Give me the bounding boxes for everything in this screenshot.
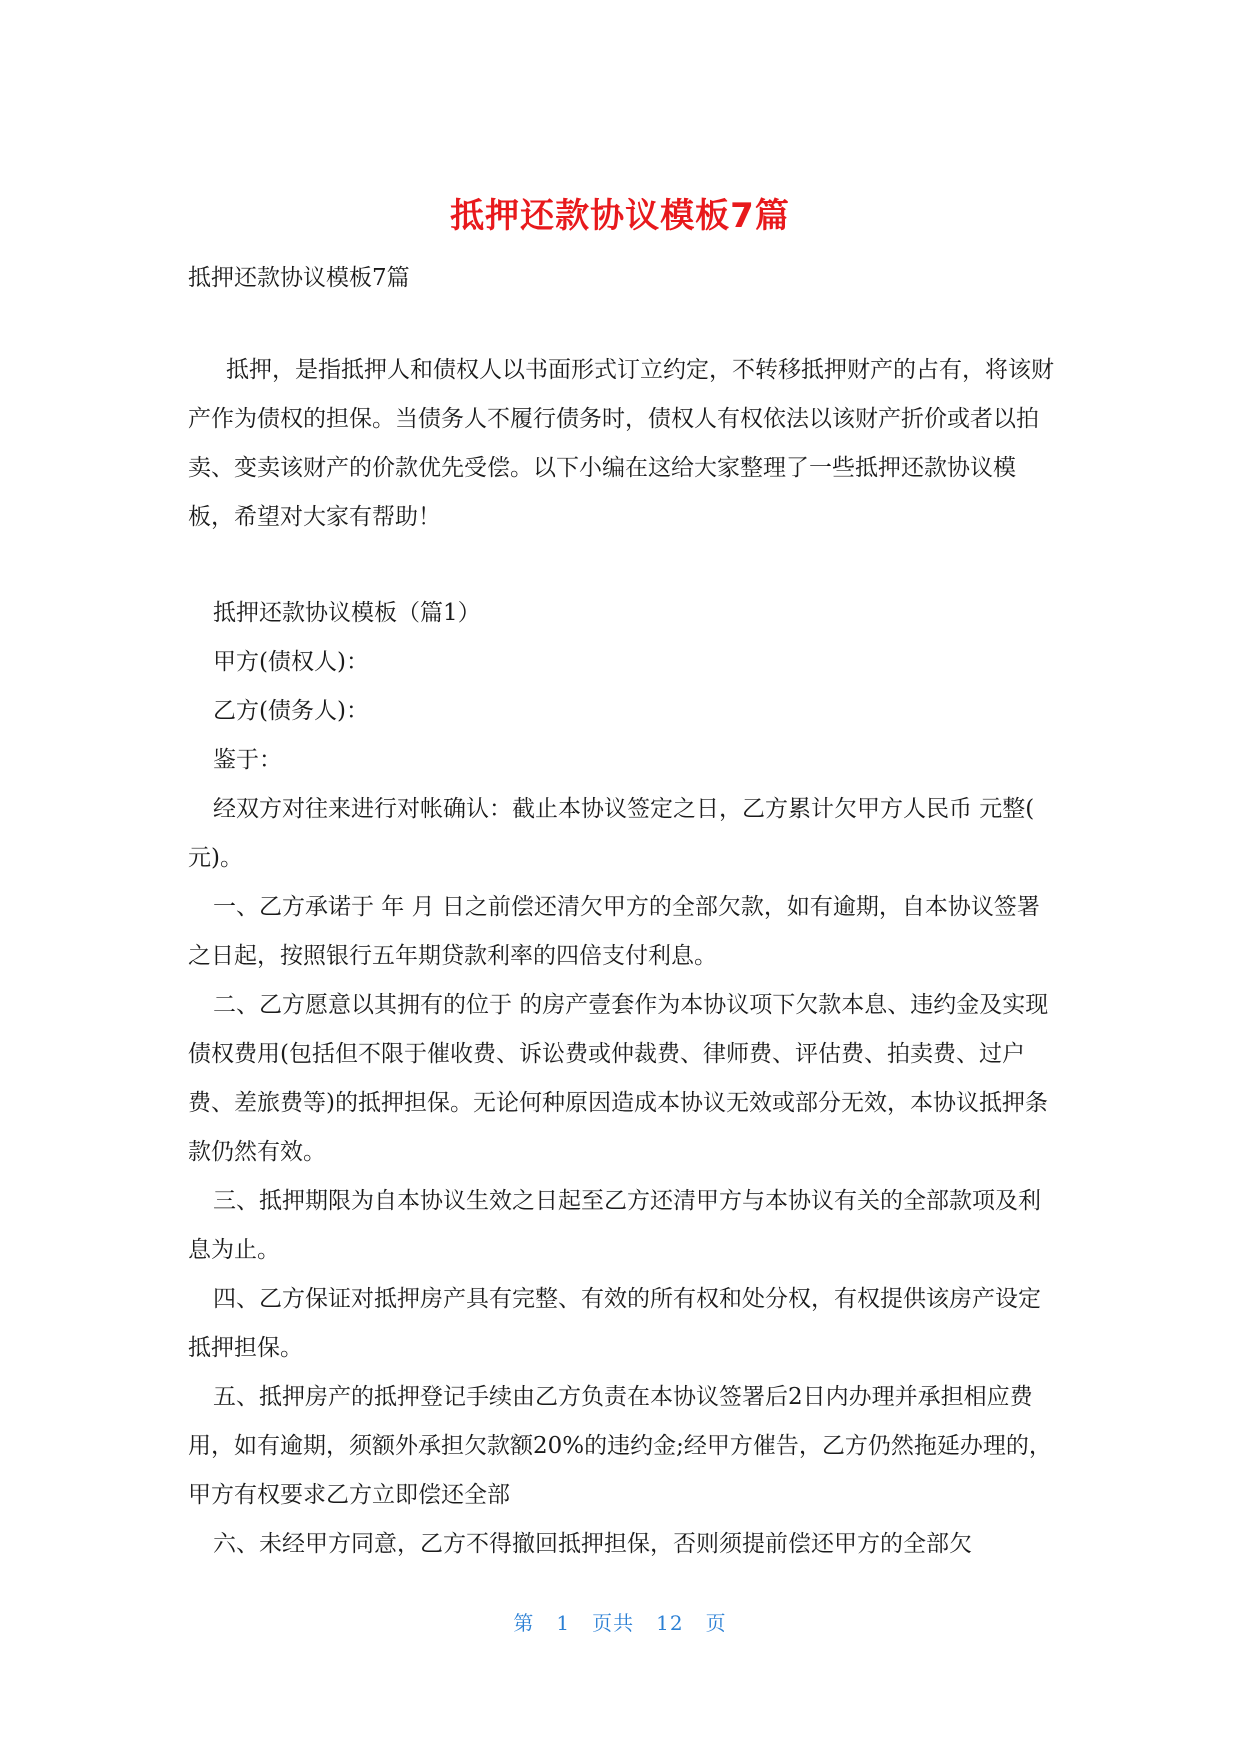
document-subtitle: 抵押还款协议模板7篇 xyxy=(188,265,410,291)
party-b-line: 乙方(债务人)： xyxy=(213,698,369,724)
clause-6: 六、未经甲方同意，乙方不得撤回抵押担保，否则须提前偿还甲方的全部欠 xyxy=(213,1531,972,1557)
clause-2: 二、乙方愿意以其拥有的位于 的房产壹套作为本协议项下欠款本息、违约金及实现债权费用(包括但不限于催收费、诉讼费或仲裁费、律师费、评估费、拍卖费、过户费、差旅费等)的抵押担保。无论何种原因造成本协议无效或部分无效，本协议抵押条款仍然有效。 xyxy=(188,992,1049,1165)
footer-page-number: 1 xyxy=(556,1611,571,1635)
footer-total-pages: 12 xyxy=(656,1611,684,1635)
intro-paragraph: 抵押，是指抵押人和债权人以书面形式订立约定，不转移抵押财产的占有，将该财产作为债权的担保。当债务人不履行债务时，债权人有权依法以该财产折价或者以拍卖、变卖该财产的价款优先受偿。以下小编在这给大家整理了一些抵押还款协议模板，希望对大家有帮助！ xyxy=(188,357,1054,530)
footer-suffix: 页 xyxy=(705,1611,727,1635)
clause-3: 三、抵押期限为自本协议生效之日起至乙方还清甲方与本协议有关的全部款项及利息为止。 xyxy=(188,1188,1041,1263)
confirmation-paragraph: 经双方对往来进行对帐确认：截止本协议签定之日，乙方累计欠甲方人民币 元整( 元)。 xyxy=(188,796,1035,871)
clause-1: 一、乙方承诺于 年 月 日之前偿还清欠甲方的全部欠款，如有逾期，自本协议签署之日起，按照银行五年期贷款利率的四倍支付利息。 xyxy=(188,894,1040,969)
agreement-section xyxy=(188,589,1056,1569)
whereas-line: 鉴于： xyxy=(213,747,282,773)
party-a-line: 甲方(债权人)： xyxy=(213,649,369,675)
section-heading: 抵押还款协议模板（篇1） xyxy=(213,600,481,626)
clause-4: 四、乙方保证对抵押房产具有完整、有效的所有权和处分权，有权提供该房产设定抵押担保。 xyxy=(188,1286,1041,1361)
page-footer xyxy=(0,1607,1240,1636)
document-title: 抵押还款协议模板7篇 xyxy=(450,196,790,236)
clause-5: 五、抵押房产的抵押登记手续由乙方负责在本协议签署后2日内办理并承担相应费用，如有逾期，须额外承担欠款额20%的违约金;经甲方催告，乙方仍然拖延办理的，甲方有权要求乙方立即偿还全部 xyxy=(188,1384,1052,1508)
footer-prefix: 第 xyxy=(513,1611,535,1635)
intro-block xyxy=(188,346,1056,542)
footer-middle: 页共 xyxy=(592,1611,635,1635)
